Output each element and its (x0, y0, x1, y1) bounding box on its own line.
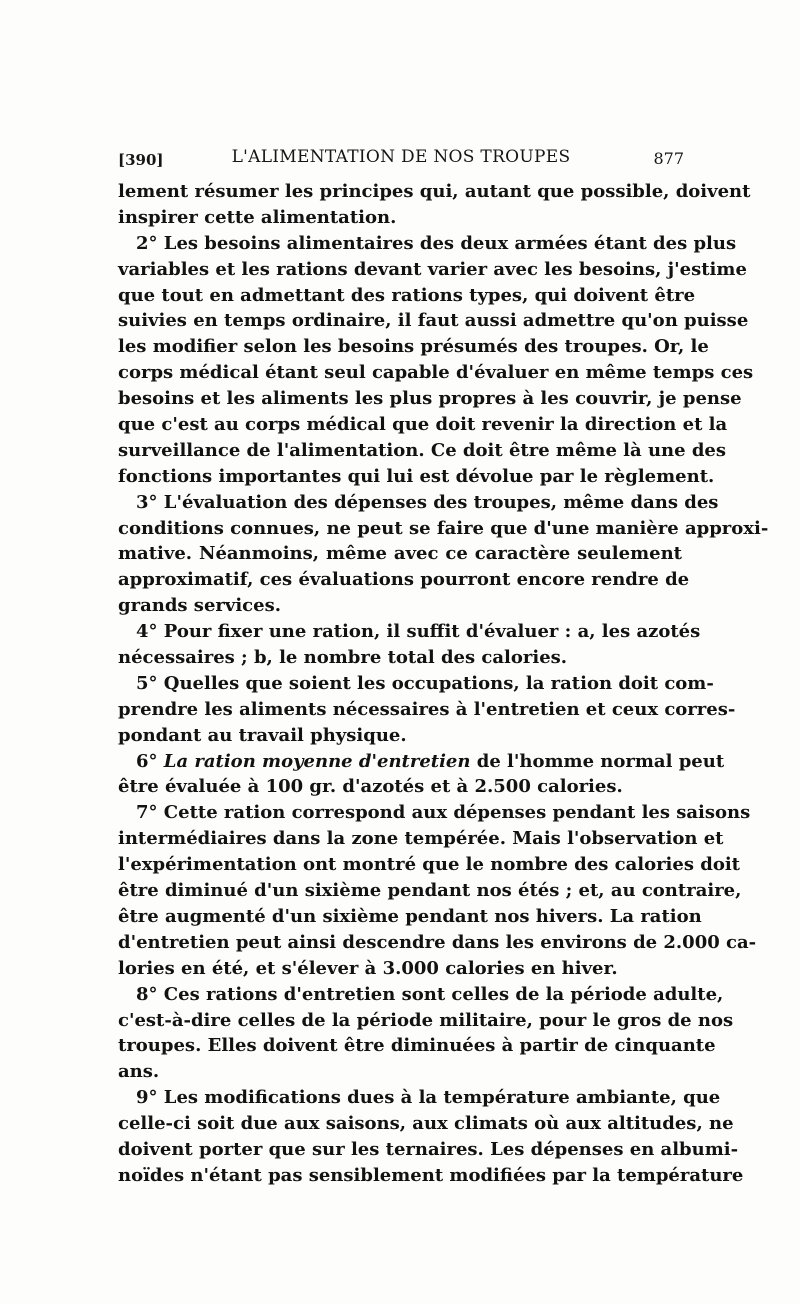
text-line: 8° Ces rations d'entretien sont celles de la période adulte, (136, 983, 724, 1005)
italic-phrase: La ration moyenne d'entretien (163, 750, 471, 772)
text-line: que c'est au corps médical que doit revenir la direction et la (118, 414, 728, 436)
text-line: conditions connues, ne peut se faire que d'une manière approxi- (118, 517, 769, 539)
text-line: corps médical étant seul capable d'évaluer en même temps ces (118, 362, 754, 384)
text-line: nécessaires ; b, le nombre total des calories. (118, 647, 568, 669)
text-line: prendre les aliments nécessaires à l'entretien et ceux corres- (118, 698, 736, 720)
text-line: d'entretien peut ainsi descendre dans les environs de 2.000 ca- (118, 931, 757, 953)
text-segment: de l'homme normal peut (470, 750, 725, 772)
text-line: fonctions importantes qui lui est dévolue par le règlement. (118, 465, 715, 487)
text-line: 2° Les besoins alimentaires des deux armées étant des plus (136, 232, 737, 254)
text-line: être diminué d'un sixième pendant nos étés ; et, au contraire, (118, 880, 742, 902)
text-line: 9° Les modifications dues à la température ambiante, que (136, 1087, 721, 1109)
text-line: intermédiaires dans la zone tempérée. Mais l'observation et (118, 828, 724, 850)
text-line: variables et les rations devant varier avec les besoins, j'estime (118, 258, 747, 280)
text-line: celle-ci soit due aux saisons, aux climats où aux altitudes, ne (118, 1113, 734, 1135)
text-line: être évaluée à 100 gr. d'azotés et à 2.500 calories. (118, 776, 623, 798)
text-line: 4° Pour fixer une ration, il suffit d'évaluer : a, les azotés (136, 621, 701, 643)
text-line: suivies en temps ordinaire, il faut aussi admettre qu'on puisse (118, 310, 749, 332)
text-line: que tout en admettant des rations types, qui doivent être (118, 284, 696, 306)
text-line: pondant au travail physique. (118, 724, 407, 746)
text-line: besoins et les aliments les plus propres à les couvrir, je pense (118, 388, 742, 410)
running-title: L'ALIMENTATION DE NOS TROUPES (231, 147, 571, 167)
text-line: l'expérimentation ont montré que le nombre des calories doit (118, 854, 740, 876)
text-line: 5° Quelles que soient les occupations, la ration doit com- (136, 672, 714, 694)
text-line: lement résumer les principes qui, autant que possible, doivent (118, 181, 751, 202)
text-line: 7° Cette ration correspond aux dépenses pendant les saisons (136, 802, 751, 824)
text-line: surveillance de l'alimentation. Ce doit être même là une des (118, 439, 727, 461)
text-line: noïdes n'étant pas sensiblement modifiées par la température (118, 1164, 744, 1186)
text-line (118, 750, 725, 774)
folio-number: [390] (118, 151, 164, 169)
text-line: doivent porter que sur les ternaires. Les dépenses en albumi- (118, 1138, 739, 1160)
text-line: ans. (118, 1061, 160, 1083)
page-header (118, 145, 684, 173)
text-line: être augmenté d'un sixième pendant nos hivers. La ration (118, 905, 702, 927)
text-line: troupes. Elles doivent être diminuées à partir de cinquante (118, 1035, 716, 1057)
page-number: 877 (653, 149, 684, 168)
text-line: mative. Néanmoins, même avec ce caractère seulement (118, 543, 682, 565)
text-line: lories en été, et s'élever à 3.000 calories en hiver. (118, 957, 618, 979)
text-line: c'est-à-dire celles de la période militaire, pour le gros de nos (118, 1009, 734, 1031)
text-line: grands services. (118, 595, 281, 617)
text-line: approximatif, ces évaluations pourront encore rendre de (118, 569, 690, 591)
text-line: 3° L'évaluation des dépenses des troupes, même dans des (136, 491, 719, 513)
text-line: les modifier selon les besoins présumés des troupes. Or, le (118, 336, 709, 358)
text-line: inspirer cette alimentation. (118, 206, 397, 228)
body-text (118, 180, 769, 1190)
text-segment: 6° (136, 750, 164, 772)
